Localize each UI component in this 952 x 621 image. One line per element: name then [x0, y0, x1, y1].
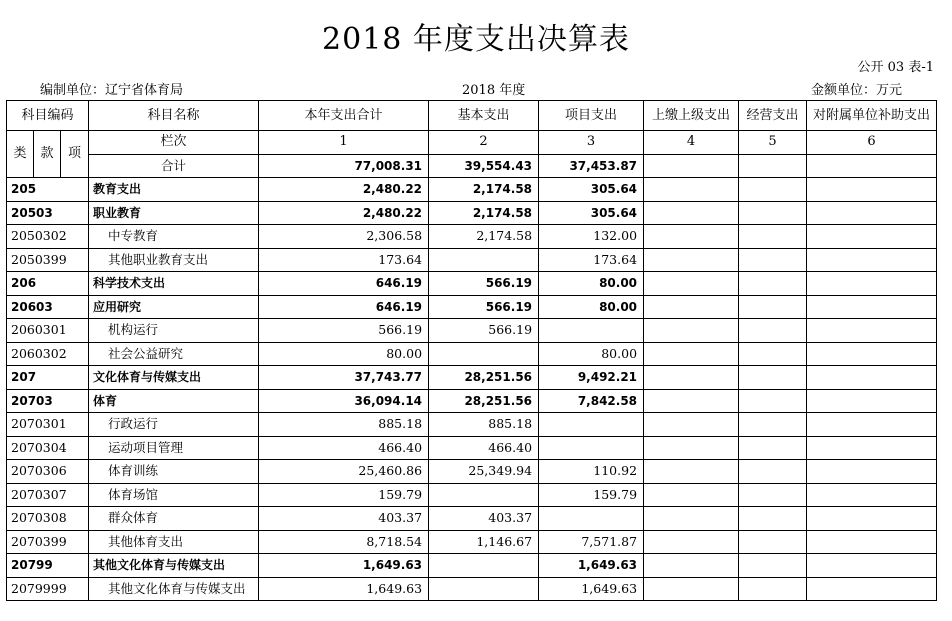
subject-name-cell: 其他职业教育支出 [89, 248, 259, 272]
empty-cell [739, 366, 807, 390]
subject-name-cell: 教育支出 [89, 178, 259, 202]
subject-name-cell: 其他文化体育与传媒支出 [89, 577, 259, 601]
basic-amount-cell: 566.19 [429, 319, 539, 343]
subject-name-cell: 群众体育 [89, 507, 259, 531]
basic-amount-cell: 566.19 [429, 295, 539, 319]
project-amount-cell: 80.00 [539, 342, 644, 366]
total-amount-cell: 36,094.14 [259, 389, 429, 413]
empty-cell [739, 436, 807, 460]
col-header-business: 经营支出 [739, 101, 807, 131]
empty-cell [739, 577, 807, 601]
sub-header-kuan: 款 [34, 131, 61, 178]
empty-cell [739, 460, 807, 484]
empty-cell [807, 248, 937, 272]
total-amount-cell: 1,649.63 [259, 577, 429, 601]
subject-code-cell: 2070306 [7, 460, 89, 484]
empty-cell [807, 366, 937, 390]
table-row [7, 248, 937, 272]
empty-cell [739, 342, 807, 366]
empty-cell [807, 554, 937, 578]
empty-cell [644, 460, 739, 484]
table-row [7, 389, 937, 413]
empty-cell [807, 507, 937, 531]
project-amount-cell [539, 507, 644, 531]
empty-cell [644, 342, 739, 366]
total-amount-cell: 80.00 [259, 342, 429, 366]
empty-cell [644, 319, 739, 343]
subject-code-cell: 205 [7, 178, 89, 202]
project-amount-cell [539, 413, 644, 437]
empty-cell [807, 436, 937, 460]
empty-cell [644, 178, 739, 202]
col-number: 5 [739, 131, 807, 155]
empty-cell [807, 413, 937, 437]
empty-cell [807, 178, 937, 202]
subject-name-cell: 行政运行 [89, 413, 259, 437]
empty-cell [807, 342, 937, 366]
project-amount-cell [539, 436, 644, 460]
empty-cell [807, 319, 937, 343]
empty-cell [644, 554, 739, 578]
basic-amount-cell [429, 342, 539, 366]
table-row [7, 225, 937, 249]
project-amount-cell: 159.79 [539, 483, 644, 507]
subject-name-cell: 文化体育与传媒支出 [89, 366, 259, 390]
subject-name-cell: 体育场馆 [89, 483, 259, 507]
empty-cell [644, 201, 739, 225]
empty-cell [644, 507, 739, 531]
col-header-subsidy: 对附属单位补助支出 [807, 101, 937, 131]
table-row [7, 413, 937, 437]
subject-code-cell: 2070307 [7, 483, 89, 507]
empty-cell [739, 389, 807, 413]
project-amount-cell: 9,492.21 [539, 366, 644, 390]
empty-cell [644, 483, 739, 507]
project-amount-cell: 305.64 [539, 178, 644, 202]
subject-code-cell: 2070301 [7, 413, 89, 437]
empty-cell [644, 295, 739, 319]
project-amount-cell: 305.64 [539, 201, 644, 225]
column-number-row [7, 131, 937, 155]
project-amount-cell: 7,842.58 [539, 389, 644, 413]
empty-cell [739, 413, 807, 437]
total-row [7, 154, 937, 178]
table-row [7, 483, 937, 507]
table-row [7, 436, 937, 460]
total-cell: 39,554.43 [429, 154, 539, 178]
empty-cell [807, 225, 937, 249]
total-amount-cell: 403.37 [259, 507, 429, 531]
basic-amount-cell [429, 248, 539, 272]
empty-cell [807, 295, 937, 319]
subject-name-cell: 社会公益研究 [89, 342, 259, 366]
empty-cell [739, 554, 807, 578]
basic-amount-cell: 885.18 [429, 413, 539, 437]
empty-cell [807, 483, 937, 507]
table-row [7, 178, 937, 202]
empty-cell [739, 507, 807, 531]
basic-amount-cell: 566.19 [429, 272, 539, 296]
empty-cell [644, 366, 739, 390]
currency-unit: 金额单位：万元 [810, 83, 902, 98]
report-year: 2018 年度 [462, 83, 526, 98]
table-row [7, 295, 937, 319]
subject-name-cell: 职业教育 [89, 201, 259, 225]
project-amount-cell: 7,571.87 [539, 530, 644, 554]
col-number: 6 [807, 131, 937, 155]
subject-code-cell: 2070308 [7, 507, 89, 531]
subject-code-cell: 20603 [7, 295, 89, 319]
empty-cell [644, 225, 739, 249]
empty-cell [739, 530, 807, 554]
total-cell: 37,453.87 [539, 154, 644, 178]
report-title: 2018 年度支出决算表 [322, 22, 630, 57]
empty-cell [807, 272, 937, 296]
subject-code-cell: 20799 [7, 554, 89, 578]
project-amount-cell [539, 319, 644, 343]
project-amount-cell: 80.00 [539, 295, 644, 319]
subject-code-cell: 207 [7, 366, 89, 390]
project-amount-cell: 132.00 [539, 225, 644, 249]
table-row [7, 272, 937, 296]
basic-amount-cell: 2,174.58 [429, 201, 539, 225]
total-amount-cell: 466.40 [259, 436, 429, 460]
subject-code-cell: 20703 [7, 389, 89, 413]
subject-name-cell: 体育 [89, 389, 259, 413]
project-amount-cell: 1,649.63 [539, 554, 644, 578]
col-header-name: 科目名称 [89, 101, 259, 131]
col-number: 4 [644, 131, 739, 155]
form-number: 公开 03 表-1 [857, 60, 934, 75]
empty-cell [644, 436, 739, 460]
subject-code-cell: 20503 [7, 201, 89, 225]
empty-cell [739, 295, 807, 319]
empty-cell [739, 319, 807, 343]
col-header-superior: 上缴上级支出 [644, 101, 739, 131]
table-row [7, 460, 937, 484]
basic-amount-cell: 403.37 [429, 507, 539, 531]
basic-amount-cell: 2,174.58 [429, 225, 539, 249]
total-amount-cell: 2,306.58 [259, 225, 429, 249]
subject-name-cell: 体育训练 [89, 460, 259, 484]
col-number: 3 [539, 131, 644, 155]
empty-cell [739, 225, 807, 249]
subject-code-cell: 2050399 [7, 248, 89, 272]
sub-header-xiang: 项 [61, 131, 89, 178]
sub-header-lanci: 栏次 [89, 131, 259, 155]
basic-amount-cell: 2,174.58 [429, 178, 539, 202]
col-header-code: 科目编码 [7, 101, 89, 131]
total-amount-cell: 566.19 [259, 319, 429, 343]
total-amount-cell: 646.19 [259, 295, 429, 319]
table-row [7, 530, 937, 554]
subject-code-cell: 2070304 [7, 436, 89, 460]
empty-cell [739, 272, 807, 296]
expenditure-table [6, 100, 937, 601]
header-row [7, 101, 937, 131]
total-amount-cell: 173.64 [259, 248, 429, 272]
subject-code-cell: 2079999 [7, 577, 89, 601]
basic-amount-cell [429, 483, 539, 507]
subject-code-cell: 206 [7, 272, 89, 296]
col-number: 2 [429, 131, 539, 155]
subject-name-cell: 其他文化体育与传媒支出 [89, 554, 259, 578]
subject-name-cell: 应用研究 [89, 295, 259, 319]
empty-cell [644, 248, 739, 272]
subject-name-cell: 中专教育 [89, 225, 259, 249]
table-row [7, 342, 937, 366]
total-amount-cell: 25,460.86 [259, 460, 429, 484]
total-amount-cell: 885.18 [259, 413, 429, 437]
empty-cell [739, 483, 807, 507]
empty-cell [739, 201, 807, 225]
empty-cell [807, 460, 937, 484]
subject-code-cell: 2060302 [7, 342, 89, 366]
table-row [7, 319, 937, 343]
sub-header-lei: 类 [7, 131, 34, 178]
empty-cell [644, 413, 739, 437]
basic-amount-cell: 1,146.67 [429, 530, 539, 554]
basic-amount-cell: 466.40 [429, 436, 539, 460]
total-amount-cell: 159.79 [259, 483, 429, 507]
table-row [7, 366, 937, 390]
project-amount-cell: 110.92 [539, 460, 644, 484]
subject-code-cell: 2050302 [7, 225, 89, 249]
empty-cell [644, 389, 739, 413]
project-amount-cell: 173.64 [539, 248, 644, 272]
subject-name-cell: 其他体育支出 [89, 530, 259, 554]
empty-cell [644, 272, 739, 296]
empty-cell [807, 389, 937, 413]
subject-name-cell: 机构运行 [89, 319, 259, 343]
empty-cell [644, 577, 739, 601]
col-number: 1 [259, 131, 429, 155]
project-amount-cell: 1,649.63 [539, 577, 644, 601]
total-amount-cell: 8,718.54 [259, 530, 429, 554]
project-amount-cell: 80.00 [539, 272, 644, 296]
table-row [7, 554, 937, 578]
total-amount-cell: 1,649.63 [259, 554, 429, 578]
total-amount-cell: 37,743.77 [259, 366, 429, 390]
empty-cell [807, 530, 937, 554]
basic-amount-cell: 28,251.56 [429, 366, 539, 390]
subject-code-cell: 2060301 [7, 319, 89, 343]
basic-amount-cell [429, 577, 539, 601]
total-amount-cell: 646.19 [259, 272, 429, 296]
subject-name-cell: 科学技术支出 [89, 272, 259, 296]
col-header-total: 本年支出合计 [259, 101, 429, 131]
empty-cell [739, 178, 807, 202]
empty-cell [644, 530, 739, 554]
total-amount-cell: 2,480.22 [259, 201, 429, 225]
table-row [7, 201, 937, 225]
total-amount-cell: 2,480.22 [259, 178, 429, 202]
total-label: 合计 [89, 154, 259, 178]
col-header-project: 项目支出 [539, 101, 644, 131]
subject-name-cell: 运动项目管理 [89, 436, 259, 460]
total-cell: 77,008.31 [259, 154, 429, 178]
empty-cell [807, 577, 937, 601]
basic-amount-cell [429, 554, 539, 578]
col-header-basic: 基本支出 [429, 101, 539, 131]
compiling-unit: 编制单位：辽宁省体育局 [40, 83, 184, 98]
basic-amount-cell: 25,349.94 [429, 460, 539, 484]
table-row [7, 577, 937, 601]
empty-cell [807, 201, 937, 225]
subject-code-cell: 2070399 [7, 530, 89, 554]
empty-cell [739, 248, 807, 272]
table-row [7, 507, 937, 531]
basic-amount-cell: 28,251.56 [429, 389, 539, 413]
